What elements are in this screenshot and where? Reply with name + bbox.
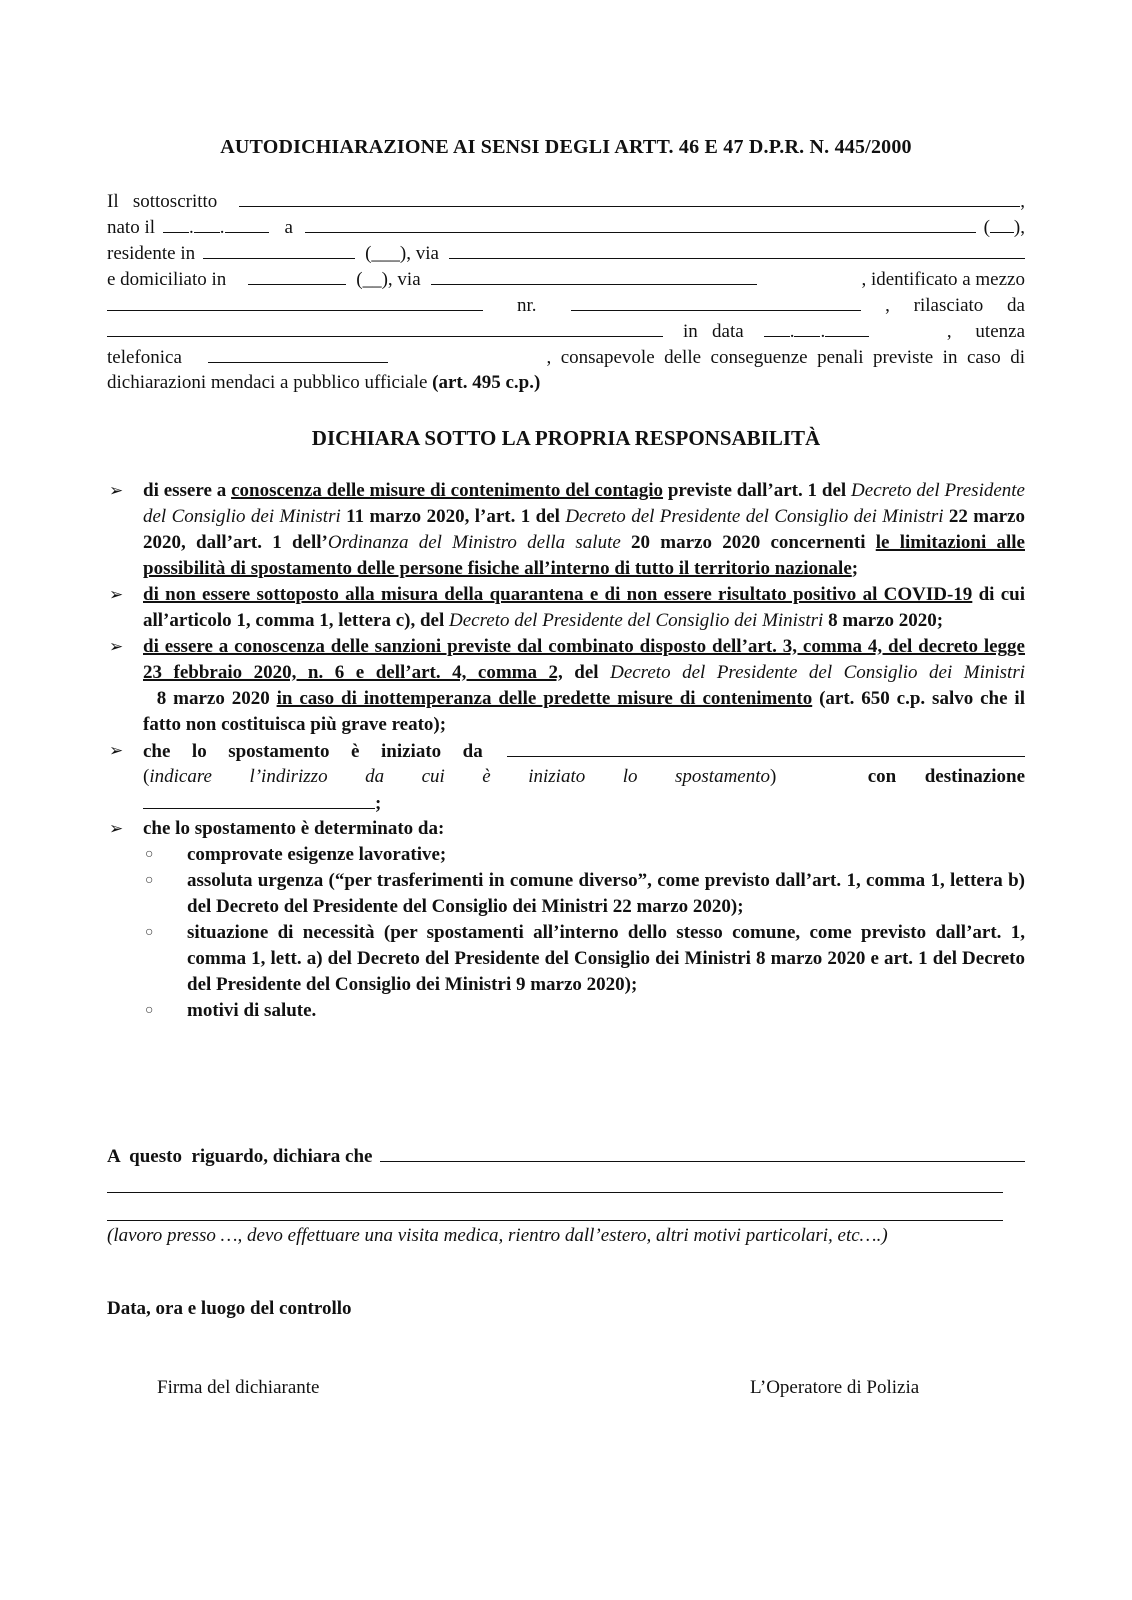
- declarant-signature-label: Firma del dichiarante: [157, 1377, 320, 1398]
- text: 22 marzo 2020, dall’art. 1 dell’: [143, 506, 1025, 553]
- label-identificato: , identificato a mezzo: [861, 269, 1025, 290]
- intro-line-penal: [107, 370, 1025, 396]
- circle-bullet-icon: ○: [145, 1003, 154, 1018]
- italic-text: Ordinanza del Ministro della salute: [327, 532, 621, 553]
- dot: .: [189, 217, 194, 238]
- text: 8 marzo 2020: [143, 688, 277, 709]
- label-consapevole: , consapevole delle conseguenze penali previste in caso di: [546, 347, 1025, 368]
- paren: ): [770, 766, 777, 787]
- paren: (: [143, 766, 150, 787]
- label-spostamento-iniziato: che lo spostamento è iniziato da: [143, 741, 483, 762]
- punct: ,: [1020, 191, 1025, 212]
- destination-address-field[interactable]: [143, 790, 375, 809]
- label-rilasciato: , rilasciato da: [885, 295, 1025, 316]
- label-a-questo-riguardo: A questo riguardo, dichiara che: [107, 1146, 373, 1167]
- label-residence-via: (___), via: [365, 243, 439, 264]
- punct: ;: [375, 793, 382, 814]
- underlined-text: di non essere sottoposto alla misura della quarantena e di non essere risultato positivo al COVID-19: [143, 584, 973, 605]
- circle-bullet-icon: ○: [145, 873, 154, 888]
- italic-hint: indicare l’indirizzo da cui è iniziato lo spostamento: [149, 766, 770, 787]
- arrow-bullet-icon: ➢: [109, 585, 124, 604]
- underlined-text: in caso di inottemperanza delle predette misure di contenimento: [276, 688, 813, 709]
- birth-province-field[interactable]: [990, 214, 1014, 233]
- underlined-text: le limitazioni alle possibilità di spostamento delle persone fisiche all’interno di tutto il territorio nazionale: [143, 532, 1025, 579]
- declaration-item-5: [107, 816, 1025, 842]
- regard-line: [107, 1143, 1025, 1169]
- declarations-list: [107, 478, 1025, 1024]
- text: previste dall’art. 1 del: [663, 480, 852, 501]
- arrow-bullet-icon: ➢: [109, 819, 124, 838]
- section-heading: DICHIARA SOTTO LA PROPRIA RESPONSABILITÀ: [311, 426, 821, 450]
- regard-section: [107, 1143, 1025, 1221]
- declaration-item-4: [107, 738, 1025, 816]
- underlined-text: conoscenza delle misure di contenimento del contagio: [231, 480, 664, 501]
- label-residente: residente in: [107, 243, 196, 264]
- text: 20 marzo 2020 concernenti: [620, 532, 876, 553]
- declaration-item-2: [107, 582, 1025, 634]
- destination-field-line: [143, 790, 1025, 816]
- issue-day-field[interactable]: [764, 318, 790, 337]
- text: 11 marzo 2020, l’art. 1 del: [340, 506, 566, 527]
- label-domiciliato: e domiciliato in: [107, 269, 227, 290]
- italic-text: Decreto del Presidente del Consiglio dei Ministri: [449, 610, 824, 631]
- intro-line-birth: [107, 214, 1025, 240]
- document-type-field[interactable]: [107, 292, 483, 311]
- label-destinazione: con destinazione: [867, 766, 1025, 787]
- text: ;: [851, 558, 859, 579]
- reason-option-urgency[interactable]: [107, 868, 1025, 920]
- birth-month-field[interactable]: [194, 214, 220, 233]
- document-issuer-field[interactable]: [107, 318, 663, 337]
- label-utenza: , utenza: [946, 321, 1025, 342]
- label-sottoscritto: Il sottoscritto: [107, 191, 218, 212]
- issue-month-field[interactable]: [794, 318, 820, 337]
- declaration-item-1: [107, 478, 1025, 582]
- origin-address-field[interactable]: [507, 738, 1025, 757]
- personal-data-section: [107, 188, 1025, 396]
- document-title: AUTODICHIARAZIONE AI SENSI DEGLI ARTT. 46 E 47 D.P.R. N. 445/2000: [220, 136, 912, 158]
- residence-street-field[interactable]: [449, 240, 1025, 259]
- label-nr: nr.: [517, 295, 537, 316]
- text: 8 marzo 2020;: [823, 610, 944, 631]
- regard-field-line-3[interactable]: [107, 1219, 1003, 1221]
- domicile-street-field[interactable]: [431, 266, 757, 285]
- italic-text: Decreto del Presidente del Consiglio dei Ministri: [143, 480, 1025, 527]
- penal-code-reference: (art. 495 c.p.): [432, 372, 541, 393]
- intro-line-name: [107, 188, 1025, 214]
- destination-line: [143, 764, 1025, 790]
- dot: .: [820, 321, 826, 342]
- italic-text: Decreto del Presidente del Consiglio dei Ministri: [610, 662, 1026, 683]
- label-telefonica: telefonica: [107, 347, 182, 368]
- text: di essere a: [143, 480, 232, 501]
- label-a: a: [284, 217, 293, 238]
- reason-option-work[interactable]: [107, 842, 1025, 868]
- birth-day-field[interactable]: [163, 214, 189, 233]
- text: del: [562, 662, 611, 683]
- italic-text: Decreto del Presidente del Consiglio dei Ministri: [565, 506, 944, 527]
- phone-field[interactable]: [208, 344, 388, 363]
- intro-line-residence: [107, 240, 1025, 266]
- intro-line-issuer: [107, 318, 1025, 344]
- circle-bullet-icon: ○: [145, 847, 154, 862]
- regard-field-line-1[interactable]: [380, 1143, 1025, 1162]
- issue-year-field[interactable]: [825, 318, 869, 337]
- origin-hint: [143, 764, 776, 790]
- origin-line: [143, 738, 1025, 764]
- arrow-bullet-icon: ➢: [109, 637, 124, 656]
- underlined-text: di essere a conoscenza delle sanzioni previste dal combinato disposto dell’art. 3, comma 4, del decreto legge 23 febbraio 2020, n. 6 e dell’art. 4, comma 2,: [143, 636, 1025, 683]
- dot: .: [789, 321, 795, 342]
- birth-place-field[interactable]: [305, 214, 976, 233]
- arrow-bullet-icon: ➢: [109, 481, 124, 500]
- reason-text: situazione di necessità (per spostamenti all’interno dello stesso comune, come previsto dall’art. 1, comma 1, lett. a) del Decreto del Presidente del Consiglio dei Ministri 8 marzo 2020 e art. 1 del Decreto del Presidente del Consiglio dei Ministri 9 marzo 2020);: [187, 922, 1025, 995]
- label-in-data: in data: [683, 321, 744, 342]
- intro-line-phone: [107, 344, 1025, 370]
- paren: ),: [1013, 217, 1025, 238]
- intro-line-document: [107, 292, 1025, 318]
- document-number-field[interactable]: [571, 292, 861, 311]
- police-operator-label: L’Operatore di Polizia: [750, 1377, 920, 1398]
- name-field[interactable]: [239, 188, 1020, 207]
- domicile-city-field[interactable]: [248, 266, 346, 285]
- dot: .: [219, 217, 225, 238]
- label-domicile-via: (__), via: [356, 269, 421, 290]
- residence-city-field[interactable]: [203, 240, 355, 259]
- text: di cui all’articolo 1, comma 1, lettera c), del: [143, 584, 1026, 631]
- examples-note: (lavoro presso …, devo effettuare una visita medica, rientro dall’estero, altri motivi particolari, etc….): [107, 1225, 888, 1246]
- label-determinato-da: che lo spostamento è determinato da:: [143, 818, 445, 839]
- label-nato-il: nato il: [107, 217, 156, 238]
- reason-option-necessity[interactable]: [107, 920, 1025, 998]
- reason-text: comprovate esigenze lavorative;: [187, 844, 447, 865]
- control-label: Data, ora e luogo del controllo: [107, 1298, 352, 1319]
- paren: (: [983, 217, 990, 238]
- label-dichiarazioni-mendaci: dichiarazioni mendaci a pubblico ufficiale: [107, 372, 433, 393]
- circle-bullet-icon: ○: [145, 925, 154, 940]
- birth-year-field[interactable]: [225, 214, 269, 233]
- text: (art. 650 c.p. salvo che il fatto non costituisca più grave reato);: [143, 688, 1025, 735]
- reason-option-health[interactable]: [107, 998, 1025, 1024]
- regard-field-line-2[interactable]: [107, 1191, 1003, 1193]
- reason-text: motivi di salute.: [187, 1000, 317, 1021]
- intro-line-domicile: [107, 266, 1025, 292]
- arrow-bullet-icon: ➢: [109, 741, 124, 760]
- reason-text: assoluta urgenza (“per trasferimenti in comune diverso”, come previsto dall’art. 1, comma 1, lettera b) del Decreto del Presidente del Consiglio dei Ministri 22 marzo 2020);: [187, 870, 1025, 917]
- declaration-item-3: [107, 634, 1025, 738]
